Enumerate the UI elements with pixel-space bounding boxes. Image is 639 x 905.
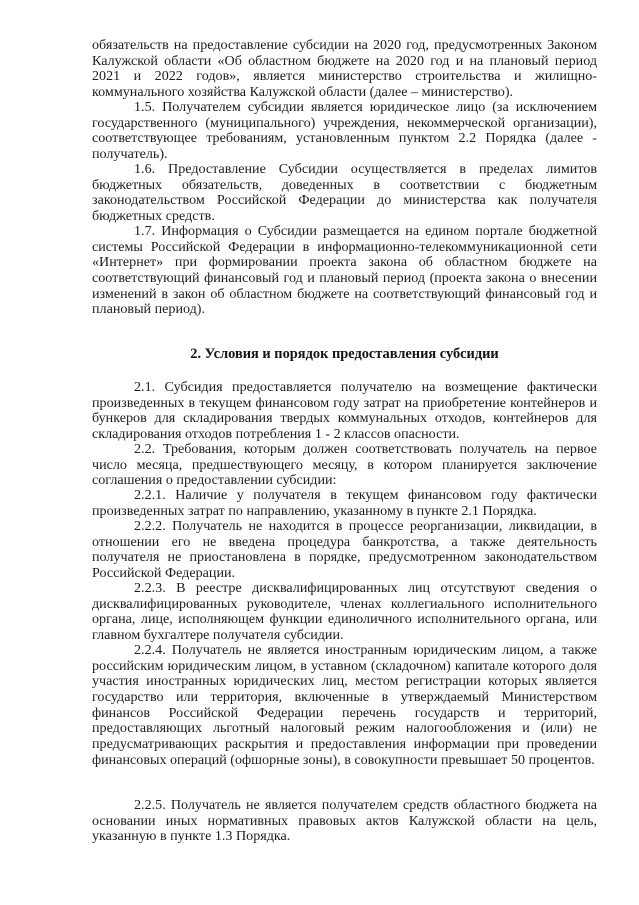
paragraph-2-2-2: 2.2.2. Получатель не находится в процессе реорганизации, ликвидации, в отношении его не введена процедура банкротства, а также деятельность получателя не приостановлена в порядке, предусмотренном законодательством Российской Федерации.	[92, 518, 597, 581]
paragraph-2-2-4: 2.2.4. Получатель не является иностранным юридическим лицом, а также российским юридическим лицом, в уставном (складочном) капитале которого доля участия иностранных юридических лиц, местом регистрации которых является государство или территория, включенные в утверждаемый Министерством финансов Российской Федерации перечень государств и территорий, предоставляющих льготный налоговый режим налогообложения и (или) не предусматривающих раскрытия и предоставления информации при проведении финансовых операций (офшорные зоны), в совокупности превышает 50 процентов.	[92, 642, 597, 768]
paragraph-1-6: 1.6. Предоставление Субсидии осуществляется в пределах лимитов бюджетных обязательств, доведенных в соответствии с бюджетным законодательством Российской Федерации до министерства как получателя бюджетных средств.	[92, 161, 597, 224]
paragraph-continuation: обязательств на предоставление субсидии на 2020 год, предусмотренных Законом Калужской области «Об областном бюджете на 2020 год и на плановый период 2021 и 2022 годов», является министерство строительства и жилищно-коммунального хозяйства Калужской области (далее – министерство).	[92, 37, 597, 100]
paragraph-2-1: 2.1. Субсидия предоставляется получателю на возмещение фактически произведенных в текущем финансовом году затрат на приобретение контейнеров и бункеров для складирования твердых коммунальных отходов, контейнеров для складирования отходов потребления 1 - 2 классов опасности.	[92, 379, 597, 442]
paragraph-1-7: 1.7. Информация о Субсидии размещается на едином портале бюджетной системы Российской Федерации в информационно-телекоммуникационной сети «Интернет» при формировании проекта закона об областном бюджете на соответствующий финансовый год и плановый период (проекта закона о внесении изменений в закон об областном бюджете на соответствующий финансовый год и плановый период).	[92, 223, 597, 318]
paragraph-1-5: 1.5. Получателем субсидии является юридическое лицо (за исключением государственного (муниципального) учреждения, некоммерческой организации), соответствующее требованиям, установленным пунктом 2.2 Порядка (далее - получатель).	[92, 99, 597, 162]
paragraph-2-2-3: 2.2.3. В реестре дисквалифицированных лиц отсутствуют сведения о дисквалифицированных руководителе, членах коллегиального исполнительного органа, лице, исполняющем функции единоличного исполнительного органа, или главном бухгалтере получателя субсидии.	[92, 580, 597, 643]
section-heading: 2. Условия и порядок предоставления субсидии	[190, 346, 499, 362]
paragraph-2-2: 2.2. Требования, которым должен соответствовать получатель на первое число месяца, предшествующего месяцу, в котором планируется заключение соглашения о предоставлении субсидии:	[92, 441, 597, 489]
paragraph-2-2-1: 2.2.1. Наличие у получателя в текущем финансовом году фактически произведенных затрат по направлению, указанному в пункте 2.1 Порядка.	[92, 487, 597, 519]
paragraph-2-2-5: 2.2.5. Получатель не является получателем средств областного бюджета на основании иных нормативных правовых актов Калужской области на цель, указанную в пункте 1.3 Порядка.	[92, 797, 597, 845]
